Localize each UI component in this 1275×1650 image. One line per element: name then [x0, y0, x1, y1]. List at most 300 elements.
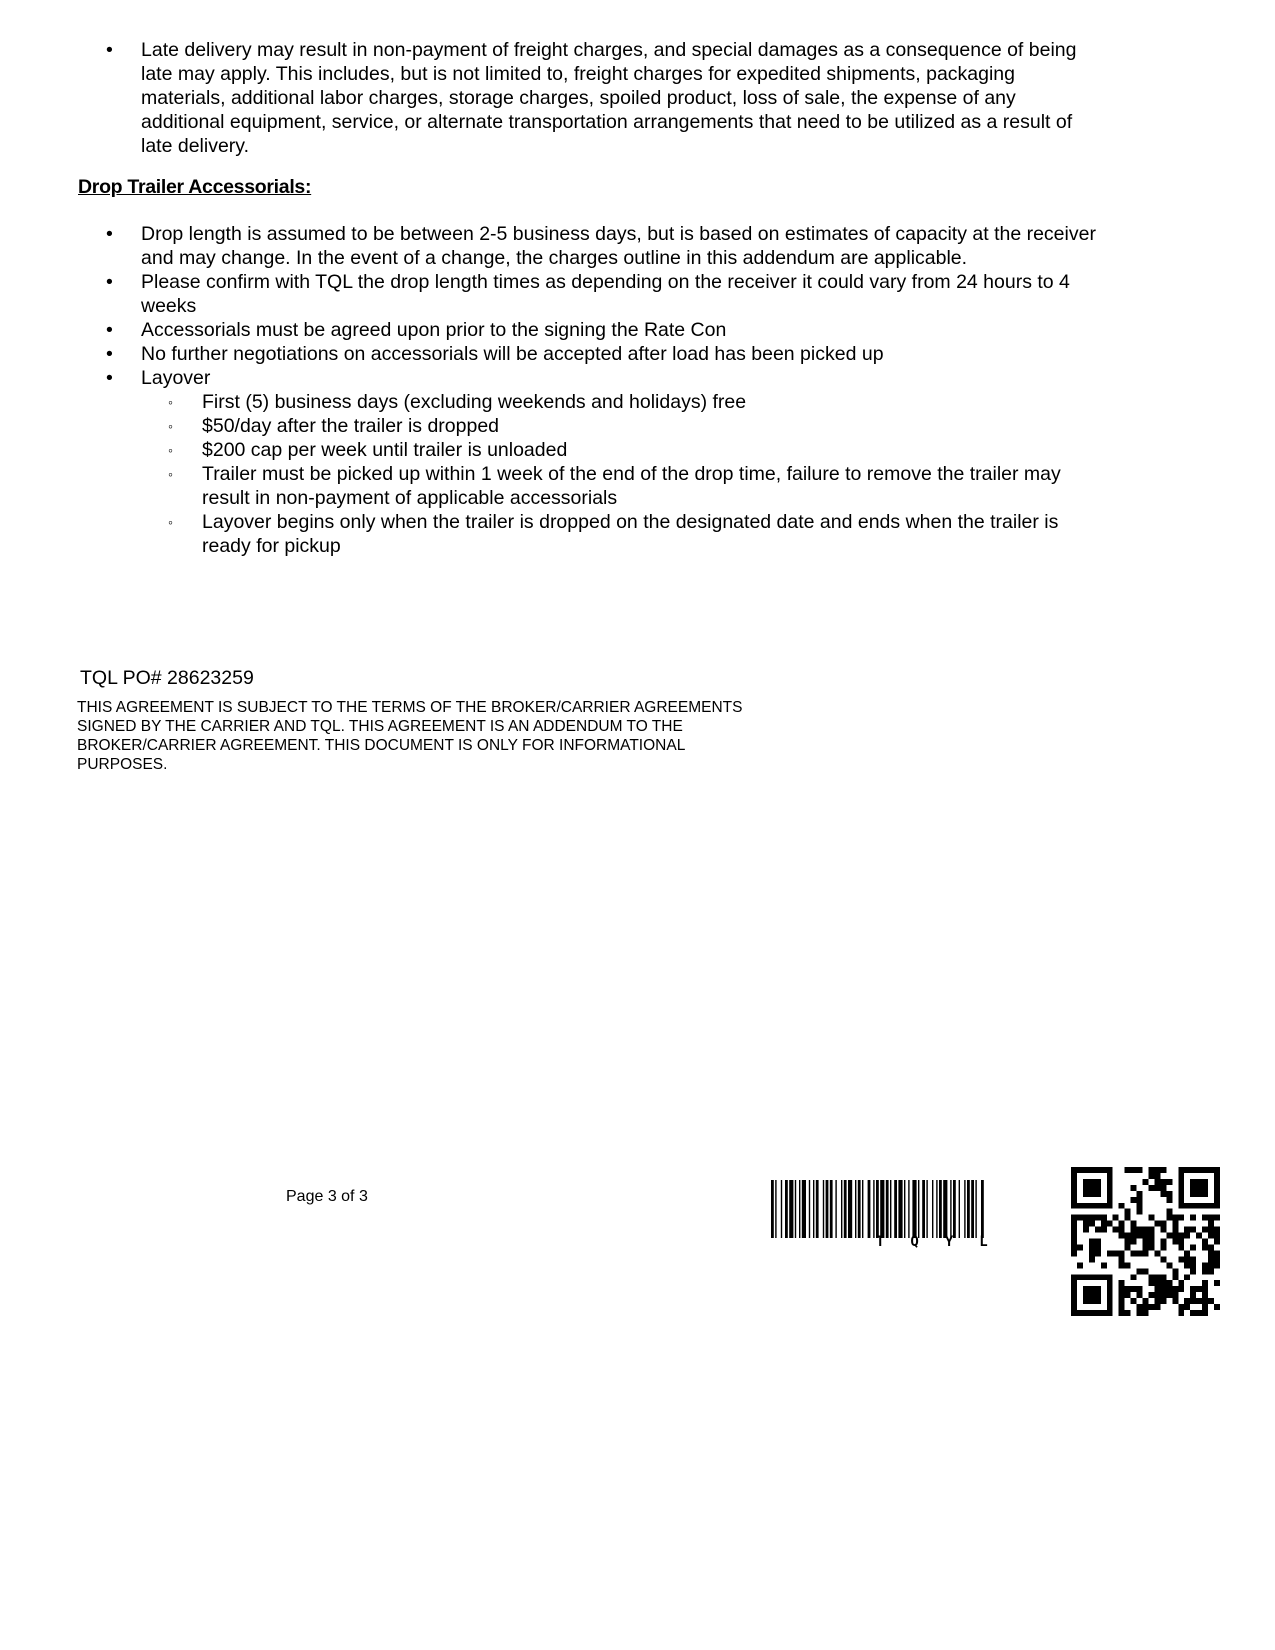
sub-bullet: ◦ — [168, 466, 173, 482]
barcode-bar — [844, 1180, 847, 1238]
qr-module — [1148, 1173, 1154, 1179]
qr-module — [1071, 1233, 1077, 1239]
layover-item-text: $200 cap per week until trailer is unloaded — [202, 439, 568, 461]
qr-finder — [1083, 1179, 1101, 1197]
list-item — [78, 38, 1098, 158]
qr-module — [1160, 1244, 1166, 1250]
qr-module — [1148, 1244, 1154, 1250]
qr-module — [1119, 1280, 1125, 1286]
barcode-bar — [943, 1180, 947, 1238]
qr-module — [1190, 1227, 1196, 1233]
barcode — [771, 1180, 1057, 1238]
layover-item-text: Trailer must be picked up within 1 week of the end of the drop time, failure to remove the trailer may result in non-payment of applicable accessorials — [202, 463, 1061, 509]
barcode-bar — [908, 1180, 909, 1238]
qr-module — [1119, 1304, 1125, 1310]
qr-module — [1143, 1250, 1149, 1256]
qr-module — [1154, 1304, 1160, 1310]
qr-module — [1107, 1250, 1113, 1256]
qr-module — [1214, 1239, 1220, 1245]
qr-module — [1160, 1256, 1166, 1262]
qr-module — [1137, 1209, 1143, 1215]
qr-module — [1190, 1256, 1196, 1262]
qr-module — [1202, 1215, 1208, 1221]
barcode-bar — [880, 1180, 884, 1238]
qr-module — [1148, 1185, 1154, 1191]
qr-module — [1125, 1310, 1131, 1316]
sub-bullet: ◦ — [168, 418, 173, 434]
barcode-bar — [932, 1180, 933, 1238]
qr-module — [1166, 1215, 1172, 1221]
qr-module — [1160, 1167, 1166, 1173]
bullet: • — [106, 343, 113, 365]
qr-module — [1154, 1185, 1160, 1191]
qr-module — [1160, 1227, 1166, 1233]
qr-module — [1077, 1244, 1083, 1250]
drop-trailer-heading: Drop Trailer Accessorials: — [78, 176, 312, 198]
barcode-bar — [918, 1180, 919, 1238]
barcode-bar — [894, 1180, 897, 1238]
barcode-bar — [802, 1180, 806, 1238]
qr-module — [1166, 1262, 1172, 1268]
qr-module — [1071, 1221, 1077, 1227]
qr-module — [1113, 1227, 1119, 1233]
qr-module — [1214, 1304, 1220, 1310]
qr-module — [1137, 1286, 1143, 1292]
barcode-bar — [809, 1180, 810, 1238]
qr-module — [1107, 1221, 1113, 1227]
qr-module — [1172, 1298, 1178, 1304]
qr-module — [1196, 1298, 1202, 1304]
barcode-bar — [959, 1180, 960, 1238]
qr-module — [1160, 1185, 1166, 1191]
qr-module — [1208, 1262, 1214, 1268]
qr-module — [1119, 1203, 1125, 1209]
barcode-bar — [886, 1180, 889, 1238]
barcode-bar — [975, 1180, 976, 1238]
list-item — [78, 366, 1098, 558]
qr-module — [1143, 1227, 1149, 1233]
bullet: • — [106, 39, 113, 61]
qr-module — [1089, 1244, 1095, 1250]
qr-module — [1137, 1304, 1143, 1310]
qr-module — [1095, 1215, 1101, 1221]
barcode-bar — [858, 1180, 861, 1238]
qr-module — [1202, 1292, 1208, 1298]
qr-module — [1113, 1215, 1119, 1221]
qr-module — [1071, 1250, 1077, 1256]
qr-module — [1089, 1256, 1095, 1262]
qr-module — [1095, 1250, 1101, 1256]
qr-module — [1143, 1179, 1149, 1185]
barcode-bar — [835, 1180, 836, 1238]
qr-module — [1077, 1262, 1083, 1268]
qr-module — [1184, 1250, 1190, 1256]
qr-module — [1095, 1239, 1101, 1245]
qr-module — [1166, 1197, 1172, 1203]
qr-module — [1214, 1256, 1220, 1262]
qr-module — [1131, 1286, 1137, 1292]
barcode-bar — [841, 1180, 842, 1238]
qr-module — [1208, 1256, 1214, 1262]
qr-module — [1214, 1227, 1220, 1233]
barcode-bar — [868, 1180, 871, 1238]
qr-module — [1184, 1233, 1190, 1239]
barcode-bar — [789, 1180, 793, 1238]
barcode-bar — [823, 1180, 824, 1238]
qr-module — [1208, 1215, 1214, 1221]
qr-module — [1101, 1221, 1107, 1227]
qr-module — [1172, 1274, 1178, 1280]
barcode-bar — [926, 1180, 927, 1238]
bullet: • — [106, 271, 113, 293]
layover-list — [141, 390, 1098, 558]
qr-module — [1137, 1191, 1143, 1197]
barcode-bar — [775, 1180, 776, 1238]
qr-module — [1143, 1268, 1149, 1274]
qr-module — [1077, 1215, 1083, 1221]
barcode-bar — [785, 1180, 788, 1238]
sub-bullet: ◦ — [168, 394, 173, 410]
qr-module — [1160, 1286, 1166, 1292]
qr-module — [1154, 1250, 1160, 1256]
qr-module — [1184, 1304, 1190, 1310]
qr-module — [1202, 1239, 1208, 1245]
qr-module — [1148, 1280, 1154, 1286]
drop-item-text: Drop length is assumed to be between 2-5 business days, but is based on estimates of capacity at the receiver and may change. In the event of a change, the charges outline in this addendum are applicable. — [141, 223, 1096, 269]
qr-module — [1172, 1286, 1178, 1292]
barcode-bar — [922, 1180, 925, 1238]
qr-module — [1089, 1250, 1095, 1256]
qr-module — [1214, 1233, 1220, 1239]
qr-module — [1083, 1227, 1089, 1233]
qr-module — [1089, 1239, 1095, 1245]
qr-module — [1131, 1167, 1137, 1173]
qr-module — [1154, 1179, 1160, 1185]
barcode-bar — [967, 1180, 970, 1238]
qr-module — [1125, 1167, 1131, 1173]
qr-module — [1137, 1197, 1143, 1203]
qr-module — [1154, 1280, 1160, 1286]
qr-module — [1160, 1221, 1166, 1227]
qr-module — [1131, 1274, 1137, 1280]
qr-module — [1089, 1215, 1095, 1221]
qr-module — [1148, 1227, 1154, 1233]
qr-module — [1071, 1215, 1077, 1221]
qr-module — [1083, 1221, 1089, 1227]
qr-module — [1131, 1239, 1137, 1245]
qr-module — [1178, 1233, 1184, 1239]
qr-module — [1172, 1268, 1178, 1274]
qr-module — [1178, 1215, 1184, 1221]
qr-module — [1148, 1233, 1154, 1239]
po-number: TQL PO# 28623259 — [80, 667, 254, 689]
qr-module — [1184, 1227, 1190, 1233]
qr-module — [1202, 1227, 1208, 1233]
drop-item-text: Layover — [141, 367, 211, 389]
barcode-bar — [799, 1180, 800, 1238]
qr-module — [1154, 1221, 1160, 1227]
qr-module — [1119, 1262, 1125, 1268]
late-delivery-text: Late delivery may result in non-payment of freight charges, and special damages as a consequence of being late may apply. This includes, but is not limited to, freight charges for expedited shipments, packaging materials, additional labor charges, storage charges, spoiled product, loss of sale, the expense of any additional equipment, service, or alternate transportation arrangements that need to be utilized as a result of late delivery. — [141, 39, 1077, 157]
sub-bullet: ◦ — [168, 442, 173, 458]
qr-module — [1148, 1239, 1154, 1245]
qr-module — [1125, 1209, 1131, 1215]
barcode-bar — [826, 1180, 829, 1238]
list-item — [141, 510, 1098, 558]
layover-item-text: First (5) business days (excluding weekends and holidays) free — [202, 391, 747, 413]
qr-finder — [1083, 1286, 1101, 1304]
qr-finder — [1190, 1179, 1208, 1197]
qr-module — [1101, 1215, 1107, 1221]
qr-module — [1131, 1298, 1137, 1304]
qr-module — [1125, 1286, 1131, 1292]
page-number: Page 3 of 3 — [286, 1188, 368, 1205]
qr-module — [1172, 1292, 1178, 1298]
qr-module — [1214, 1280, 1220, 1286]
qr-module — [1172, 1233, 1178, 1239]
qr-module — [1125, 1239, 1131, 1245]
barcode-bar — [876, 1180, 879, 1238]
qr-module — [1131, 1197, 1137, 1203]
qr-module — [1119, 1298, 1125, 1304]
qr-module — [1208, 1233, 1214, 1239]
qr-module — [1184, 1274, 1190, 1280]
qr-module — [1160, 1274, 1166, 1280]
qr-module — [1113, 1250, 1119, 1256]
qr-module — [1154, 1286, 1160, 1292]
barcode-bar — [848, 1180, 852, 1238]
qr-module — [1208, 1250, 1214, 1256]
qr-module — [1202, 1310, 1208, 1316]
qr-module — [1190, 1262, 1196, 1268]
qr-module — [1196, 1310, 1202, 1316]
qr-module — [1166, 1286, 1172, 1292]
qr-module — [1071, 1239, 1077, 1245]
qr-module — [1071, 1244, 1077, 1250]
layover-item-text: Layover begins only when the trailer is dropped on the designated date and ends when the trailer is ready for pickup — [202, 511, 1059, 557]
qr-module — [1137, 1292, 1143, 1298]
qr-module — [1143, 1298, 1149, 1304]
qr-module — [1166, 1280, 1172, 1286]
qr-module — [1137, 1250, 1143, 1256]
qr-module — [1178, 1304, 1184, 1310]
qr-module — [1160, 1292, 1166, 1298]
qr-module — [1125, 1215, 1131, 1221]
qr-module — [1190, 1268, 1196, 1274]
list-item — [78, 270, 1098, 318]
barcode-bar — [813, 1180, 814, 1238]
qr-module — [1160, 1191, 1166, 1197]
qr-module — [1190, 1298, 1196, 1304]
barcode-bar — [890, 1180, 891, 1238]
qr-module — [1137, 1227, 1143, 1233]
qr-module — [1202, 1298, 1208, 1304]
qr-module — [1184, 1298, 1190, 1304]
qr-module — [1131, 1250, 1137, 1256]
list-item — [141, 438, 1098, 462]
qr-module — [1166, 1233, 1172, 1239]
list-item — [78, 318, 1098, 342]
bullet: • — [106, 367, 113, 389]
bullet: • — [106, 319, 113, 341]
barcode-bar — [816, 1180, 819, 1238]
qr-module — [1202, 1286, 1208, 1292]
qr-module — [1095, 1227, 1101, 1233]
list-item — [78, 342, 1098, 366]
qr-module — [1214, 1262, 1220, 1268]
qr-module — [1208, 1268, 1214, 1274]
qr-module — [1143, 1244, 1149, 1250]
qr-module — [1131, 1227, 1137, 1233]
barcode-bar — [795, 1180, 796, 1238]
qr-module — [1190, 1244, 1196, 1250]
qr-module — [1172, 1215, 1178, 1221]
qr-module — [1160, 1179, 1166, 1185]
drop-item-text: No further negotiations on accessorials will be accepted after load has been picked up — [141, 343, 884, 365]
list-item — [141, 462, 1098, 510]
qr-module — [1119, 1286, 1125, 1292]
qr-module — [1119, 1292, 1125, 1298]
late-delivery-list — [78, 38, 1098, 158]
qr-module — [1166, 1292, 1172, 1298]
qr-module — [1137, 1203, 1143, 1209]
qr-module — [1089, 1221, 1095, 1227]
qr-module — [1154, 1298, 1160, 1304]
qr-module — [1154, 1167, 1160, 1173]
qr-module — [1178, 1244, 1184, 1250]
qr-module — [1137, 1310, 1143, 1316]
barcode-bar — [939, 1180, 942, 1238]
qr-module — [1202, 1262, 1208, 1268]
qr-module — [1178, 1256, 1184, 1262]
list-item — [141, 414, 1098, 438]
qr-module — [1154, 1292, 1160, 1298]
qr-module — [1208, 1244, 1214, 1250]
barcode-bar — [898, 1180, 902, 1238]
qr-module — [1125, 1262, 1131, 1268]
qr-module — [1214, 1215, 1220, 1221]
qr-module — [1160, 1239, 1166, 1245]
qr-module — [1119, 1250, 1125, 1256]
qr-module — [1208, 1221, 1214, 1227]
barcode-bar — [873, 1180, 874, 1238]
qr-module — [1172, 1227, 1178, 1233]
qr-module — [1083, 1215, 1089, 1221]
qr-module — [1095, 1244, 1101, 1250]
drop-item-text: Please confirm with TQL the drop length times as depending on the receiver it could vary from 24 hours to 4 weeks — [141, 271, 1070, 317]
barcode-bar — [971, 1180, 974, 1238]
qr-module — [1172, 1239, 1178, 1245]
barcode-bar — [964, 1180, 965, 1238]
list-item — [141, 390, 1098, 414]
qr-module — [1131, 1233, 1137, 1239]
qr-module — [1166, 1179, 1172, 1185]
qr-module — [1143, 1304, 1149, 1310]
barcode-bar — [862, 1180, 863, 1238]
qr-module — [1131, 1185, 1137, 1191]
qr-module — [1143, 1233, 1149, 1239]
qr-module — [1148, 1304, 1154, 1310]
qr-module — [1190, 1292, 1196, 1298]
qr-module — [1196, 1286, 1202, 1292]
qr-module — [1148, 1274, 1154, 1280]
qr-module — [1178, 1286, 1184, 1292]
qr-module — [1125, 1233, 1131, 1239]
qr-module — [1202, 1304, 1208, 1310]
barcode-bar — [953, 1180, 956, 1238]
barcode-bar — [830, 1180, 833, 1238]
qr-module — [1137, 1268, 1143, 1274]
qr-module — [1137, 1233, 1143, 1239]
qr-module — [1208, 1298, 1214, 1304]
qr-module — [1214, 1250, 1220, 1256]
barcode-bar — [781, 1180, 782, 1238]
qr-module — [1202, 1280, 1208, 1286]
qr-module — [1119, 1256, 1125, 1262]
drop-trailer-list — [78, 222, 1098, 558]
qr-module — [1160, 1298, 1166, 1304]
qr-module — [1154, 1173, 1160, 1179]
qr-module — [1154, 1274, 1160, 1280]
qr-module — [1202, 1244, 1208, 1250]
qr-module — [1125, 1244, 1131, 1250]
qr-module — [1208, 1227, 1214, 1233]
qr-module — [1148, 1292, 1154, 1298]
bullet: • — [106, 223, 113, 245]
qr-module — [1131, 1221, 1137, 1227]
barcode-bar — [912, 1180, 916, 1238]
list-item — [78, 222, 1098, 270]
barcode-bar — [855, 1180, 856, 1238]
qr-module — [1148, 1215, 1154, 1221]
qr-module — [1178, 1310, 1184, 1316]
qr-module — [1202, 1268, 1208, 1274]
qr-module — [1172, 1221, 1178, 1227]
qr-module — [1184, 1256, 1190, 1262]
qr-module — [1137, 1167, 1143, 1173]
barcode-bar — [936, 1180, 937, 1238]
qr-module — [1178, 1239, 1184, 1245]
qr-module — [1184, 1262, 1190, 1268]
layover-item-text: $50/day after the trailer is dropped — [202, 415, 500, 437]
qr-module — [1119, 1310, 1125, 1316]
qr-module — [1178, 1280, 1184, 1286]
qr-module — [1166, 1191, 1172, 1197]
sub-bullet: ◦ — [168, 514, 173, 530]
qr-module — [1166, 1209, 1172, 1215]
barcode-bar — [904, 1180, 905, 1238]
qr-module — [1119, 1233, 1125, 1239]
qr-module — [1071, 1227, 1077, 1233]
qr-code — [1071, 1167, 1220, 1316]
qr-module — [1101, 1262, 1107, 1268]
qr-module — [1148, 1167, 1154, 1173]
qr-module — [1119, 1221, 1125, 1227]
drop-item-text: Accessorials must be agreed upon prior to the signing the Rate Con — [141, 319, 727, 341]
qr-module — [1119, 1227, 1125, 1233]
legal-disclaimer: THIS AGREEMENT IS SUBJECT TO THE TERMS OF THE BROKER/CARRIER AGREEMENTS SIGNED BY THE CARRIER AND TQL. THIS AGREEMENT IS AN ADDENDUM TO THE BROKER/CARRIER AGREEMENT. THIS DOCUMENT IS ONLY FOR INFORMATIONAL PURPOSES. — [77, 699, 743, 773]
qr-module — [1143, 1239, 1149, 1245]
qr-module — [1190, 1310, 1196, 1316]
barcode-bar — [981, 1180, 984, 1238]
qr-module — [1101, 1227, 1107, 1233]
barcode-bar — [950, 1180, 951, 1238]
barcode-text: TQYL — [876, 1234, 1014, 1250]
qr-module — [1196, 1233, 1202, 1239]
qr-module — [1160, 1280, 1166, 1286]
qr-module — [1190, 1215, 1196, 1221]
barcode-bar — [771, 1180, 774, 1238]
